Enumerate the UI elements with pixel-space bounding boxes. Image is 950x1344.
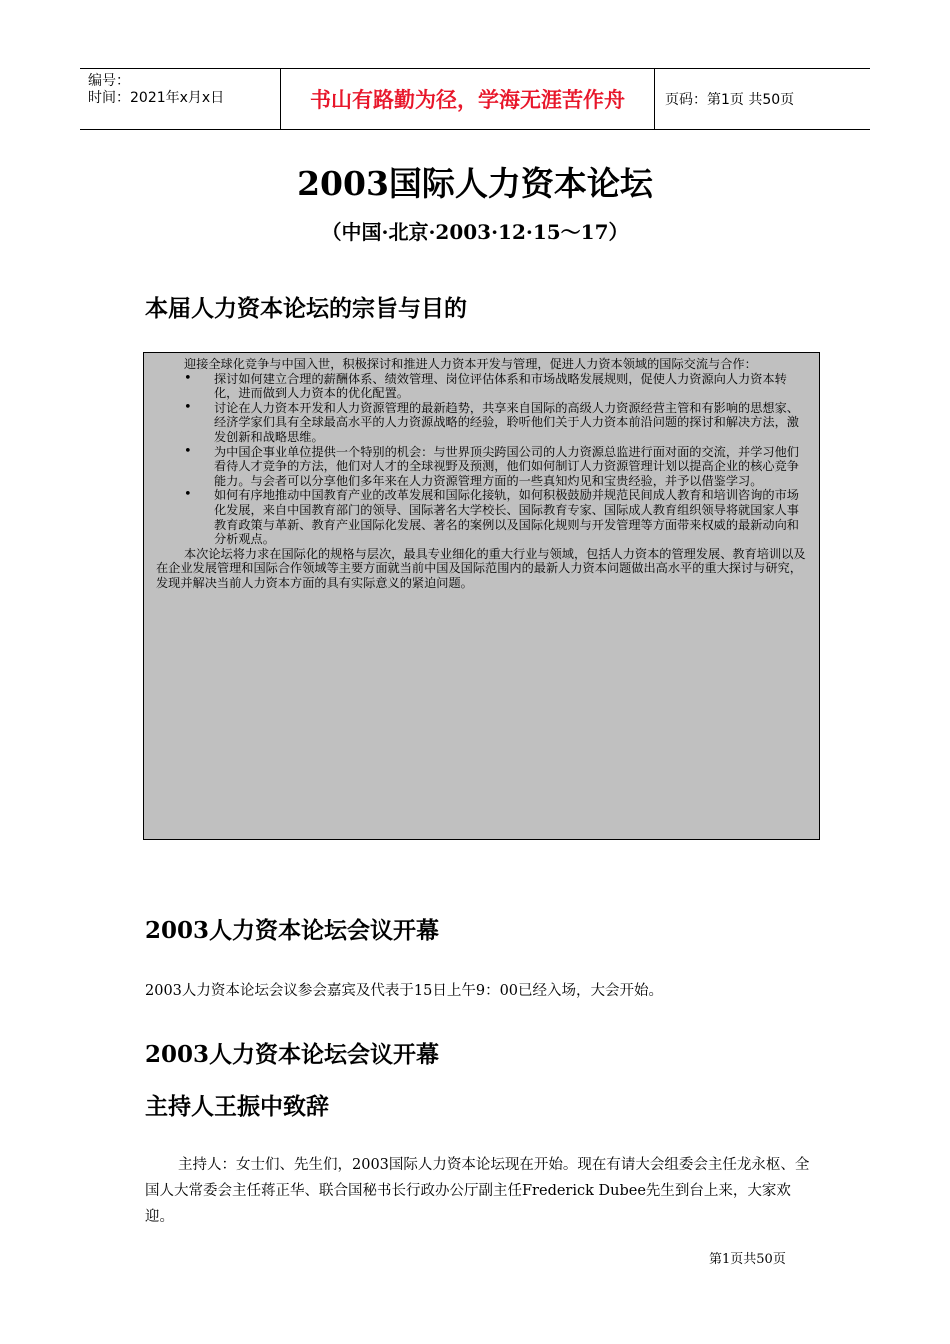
page-footer: 第1页共50页 [709, 1252, 786, 1267]
header-page-info: 页码：第1页 共50页 [665, 92, 795, 108]
page-header [80, 68, 870, 130]
host-speech-paragraph: 主持人：女士们、先生们，2003国际人力资本论坛现在开始。现在有请大会组委会主任龙永枢、全国人大常委会主任蒋正华、联合国秘书长行政办公厅副主任Frederick Dubee先生到台上来，大家欢迎。 [145, 1157, 810, 1225]
purpose-intro: 迎接全球化竞争与中国入世，积极探讨和推进人力资本开发与管理，促进人力资本领域的国际交流与合作： [184, 357, 757, 371]
document-title: 2003国际人力资本论坛 [297, 164, 653, 203]
header-motto: 书山有路勤为径，学海无涯苦作舟 [280, 69, 655, 129]
purpose-bullet: • 探讨如何建立合理的薪酬体系、绩效管理、岗位评估体系和市场战略发展规则，促使人力资源向人力资本转化，进而做到人力资本的优化配置。 [214, 372, 809, 401]
document-subtitle: （中国·北京·2003·12·15～17） [321, 220, 629, 244]
purpose-bullet: • 为中国企事业单位提供一个特别的机会：与世界顶尖跨国公司的人力资源总监进行面对面的交流，并学习他们看待人才竞争的方法，他们对人才的全球视野及预测，他们如何制订人力资源管理计划以提高企业的核心竞争能力。与会者可以分享他们多年来在人力资源管理方面的一些真知灼见和宝贵经验，并予以借鉴学习。 [214, 445, 809, 489]
purpose-closing: 本次论坛将力求在国际化的规格与层次，最具专业细化的重大行业与领域，包括人力资本的管理发展、教育培训以及在企业发展管理和国际合作领域等主要方面就当前中国及国际范围内的最新人力资本问题做出高水平的重大探讨与研究，发现并解决当前人力资本方面的具有实际意义的紧迫问题。 [156, 546, 806, 590]
section-heading-purpose: 本届人力资本论坛的宗旨与目的 [145, 295, 467, 322]
document-number-label: 编号： [88, 73, 130, 89]
section-heading-host-speech: 主持人王振中致辞 [145, 1093, 329, 1120]
purpose-bullet: • 如何有序地推动中国教育产业的改革发展和国际化接轨，如何积极鼓励并规范民间成人教育和培训咨询的市场化发展，来自中国教育部门的领导、国际著名大学校长、国际教育专家、国际成人教育组织领导将就国家人事教育政策与革新、教育产业国际化发展、著名的案例以及国际化规则与开发管理等方面带来权威的最新动向和分析观点。 [214, 488, 809, 546]
document-date: 时间：2021年x月x日 [88, 90, 225, 106]
section-heading-opening-2: 2003人力资本论坛会议开幕 [145, 1041, 440, 1068]
purpose-bullet: • 讨论在人力资本开发和人力资源管理的最新趋势，共享来自国际的高级人力资源经营主管和有影响的思想家、经济学家们具有全球最高水平的人力资源战略的经验，聆听他们关于人力资本前沿问题的探讨和解决方法，激发创新和战略思维。 [214, 401, 809, 445]
section-heading-opening: 2003人力资本论坛会议开幕 [145, 917, 440, 944]
purpose-text-box [143, 352, 820, 840]
opening-paragraph: 2003人力资本论坛会议参会嘉宾及代表于15日上午9：00已经入场，大会开始。 [145, 983, 664, 999]
purpose-bullet-list [156, 372, 809, 547]
header-meta [80, 69, 280, 129]
